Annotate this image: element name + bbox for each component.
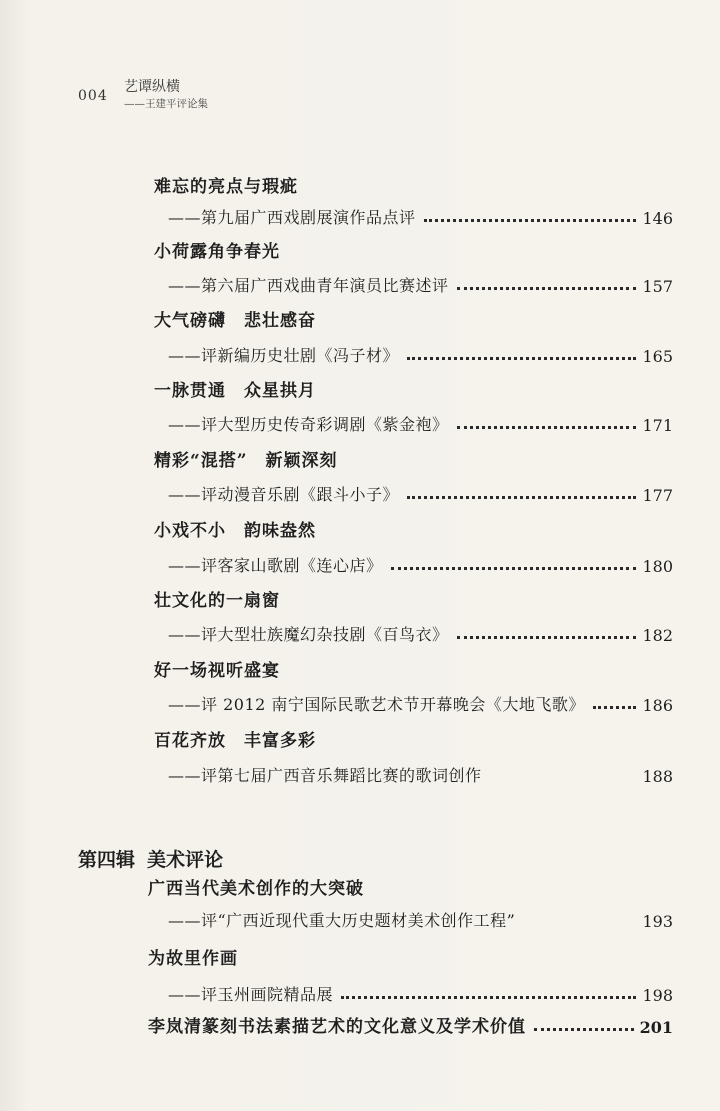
entry-page-number: 198 <box>642 986 673 1005</box>
entry-subtitle: ——评新编历史壮剧《冯子材》 <box>168 346 400 365</box>
section-name: 美术评论 <box>147 849 224 871</box>
entry-title[interactable]: 一脉贯通 众星拱月 <box>154 381 316 401</box>
page-number: 004 <box>78 88 108 104</box>
entry-subtitle-row[interactable] <box>168 552 673 576</box>
entry-page-number: 186 <box>642 696 673 715</box>
entry-title[interactable]: 百花齐放 丰富多彩 <box>154 731 316 751</box>
entry-subtitle: ——评 2012 南宁国际民歌艺术节开幕晚会《大地飞歌》 <box>168 695 585 714</box>
entry-page-number: 201 <box>639 1018 673 1037</box>
entry-title[interactable]: 难忘的亮点与瑕疵 <box>154 177 298 197</box>
entry-subtitle-row[interactable] <box>168 272 673 296</box>
entry-subtitle-row[interactable] <box>168 411 673 435</box>
entry-page-number: 157 <box>642 277 673 296</box>
dot-leader <box>391 567 637 570</box>
book-title: 艺谭纵横 <box>124 79 180 95</box>
entry-page-number: 165 <box>642 347 673 366</box>
entry-title: 李岚清篆刻书法素描艺术的文化意义及学术价值 <box>148 1017 526 1037</box>
entry-subtitle: ——评玉州画院精品展 <box>168 985 334 1004</box>
entry-page-number: 193 <box>642 912 673 931</box>
dot-leader <box>407 357 636 360</box>
entry-title[interactable]: 精彩“混搭” 新颖深刻 <box>154 451 338 471</box>
dot-leader <box>457 287 637 290</box>
entry-title[interactable]: 小荷露角争春光 <box>154 242 280 262</box>
entry-subtitle: ——第九届广西戏剧展演作品点评 <box>168 208 416 227</box>
dot-leader <box>457 426 637 429</box>
entry-subtitle: ——评动漫音乐剧《跟斗小子》 <box>168 485 400 504</box>
section-heading <box>78 845 223 872</box>
entry-page-number: 182 <box>642 626 673 645</box>
entry-subtitle-row[interactable] <box>168 342 673 366</box>
entry-title[interactable]: 广西当代美术创作的大突破 <box>148 879 364 899</box>
entry-title[interactable]: 壮文化的一扇窗 <box>154 591 280 611</box>
entry-subtitle-row[interactable] <box>168 981 673 1005</box>
entry-subtitle: ——评大型壮族魔幻杂技剧《百鸟衣》 <box>168 625 449 644</box>
entry-title[interactable]: 为故里作画 <box>148 949 238 969</box>
entry-subtitle: ——评“广西近现代重大历史题材美术创作工程” <box>168 911 516 930</box>
entry-subtitle: ——评客家山歌剧《连心店》 <box>168 556 383 575</box>
entry-title-row[interactable] <box>148 1013 673 1037</box>
entry-title[interactable]: 小戏不小 韵味盎然 <box>154 521 316 541</box>
entry-subtitle-row[interactable] <box>168 691 673 715</box>
dot-leader <box>341 996 636 999</box>
entry-subtitle: ——评大型历史传奇彩调剧《紫金袍》 <box>168 415 449 434</box>
entry-subtitle-row[interactable] <box>168 204 673 228</box>
entry-page-number: 146 <box>642 209 673 228</box>
entry-title[interactable]: 大气磅礴 悲壮感奋 <box>154 311 316 331</box>
book-subtitle: ——王建平评论集 <box>124 98 208 110</box>
dot-leader <box>534 1028 634 1031</box>
entry-subtitle: ——第六届广西戏曲青年演员比赛述评 <box>168 276 449 295</box>
entry-subtitle-row[interactable] <box>168 907 673 931</box>
entry-page-number: 188 <box>642 767 673 786</box>
dot-leader <box>457 636 637 639</box>
entry-subtitle-row[interactable] <box>168 621 673 645</box>
entry-page-number: 171 <box>642 416 673 435</box>
entry-title[interactable]: 好一场视听盛宴 <box>154 661 280 681</box>
entry-subtitle-row[interactable] <box>168 481 673 505</box>
entry-subtitle: ——评第七届广西音乐舞蹈比赛的歌词创作 <box>168 766 482 785</box>
entry-page-number: 177 <box>642 486 673 505</box>
entry-page-number: 180 <box>642 557 673 576</box>
entry-subtitle-row[interactable] <box>168 762 673 786</box>
dot-leader <box>407 496 636 499</box>
section-label: 第四辑 <box>78 849 136 871</box>
dot-leader <box>593 706 637 709</box>
dot-leader <box>424 219 637 222</box>
